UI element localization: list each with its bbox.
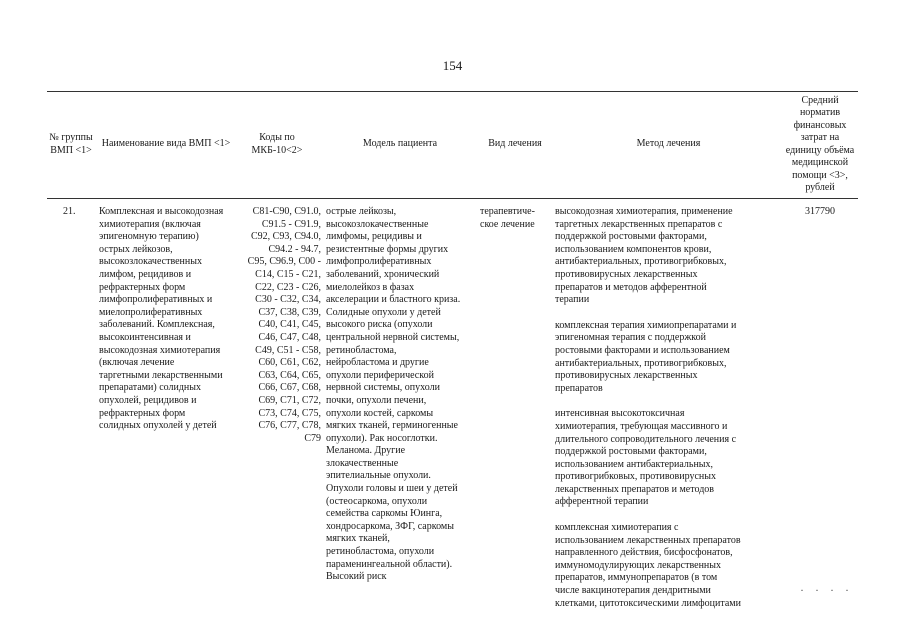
scan-artifact-dots: · · · · bbox=[800, 583, 853, 597]
text-line: терапии bbox=[555, 294, 590, 306]
text-line: клетками, цитотоксическими лимфоцитами bbox=[555, 597, 741, 609]
text-line: мягких тканей, bbox=[326, 533, 390, 545]
text-line: (включая лечение bbox=[99, 357, 175, 369]
text-line: иммуномодулирующих лекарственных bbox=[555, 559, 721, 571]
header-vmp-name: Наименование вида ВМП <1> bbox=[101, 138, 231, 150]
text-line: C49, C51 - C58, bbox=[255, 344, 321, 356]
text-line: лимфомы, рецидивы и bbox=[326, 231, 422, 243]
text-line: (остеосаркома, опухоли bbox=[326, 495, 428, 507]
text-line: афферентной терапии bbox=[555, 496, 649, 508]
text-line: ретинобластома, bbox=[326, 344, 397, 356]
text-line: C92, C93, C94.0, bbox=[250, 231, 321, 243]
text-line: противовирусных лекарственных bbox=[555, 268, 698, 280]
text-line: резистентные формы других bbox=[326, 243, 449, 255]
text-line: использованием антибактериальных, bbox=[555, 458, 714, 470]
text-line: заболеваний. Комплексная, bbox=[99, 319, 215, 331]
text-line: интенсивная высокотоксичная bbox=[555, 408, 685, 420]
text-line: химиотерапия, требующая массивного и bbox=[555, 420, 728, 432]
treatment-method-item bbox=[555, 206, 785, 307]
text-line: C60, C61, C62, bbox=[258, 357, 321, 369]
header-group-no: № группы ВМП <1> bbox=[49, 132, 93, 156]
text-line: таргетных лекарственных препаратов с bbox=[555, 218, 723, 230]
text-line: противовирусных лекарственных bbox=[555, 370, 698, 382]
header-treatment-type: Вид лечения bbox=[488, 138, 542, 150]
text-line: C79 bbox=[304, 432, 321, 444]
text-line: препаратов и методов афферентной bbox=[555, 281, 707, 293]
text-line: острых лейкозов, bbox=[99, 243, 173, 255]
text-line: противогрибковых, противовирусных bbox=[555, 471, 716, 483]
text-line: антибактериальных, противогрибковых, bbox=[555, 357, 727, 369]
text-line: направленного действия, бисфосфонатов, bbox=[555, 547, 733, 559]
text-line: C73, C74, C75, bbox=[258, 407, 321, 419]
text-line: высокозлокачественные bbox=[326, 218, 429, 230]
text-line: высокого риска (опухоли bbox=[326, 319, 433, 331]
text-line: почки, опухоли печени, bbox=[326, 394, 427, 406]
text-line: препаратами) солидных bbox=[99, 382, 202, 394]
text-line: поддержкой ростовыми факторами, bbox=[555, 231, 707, 243]
text-line: комплексная химиотерапия с bbox=[555, 522, 679, 534]
text-line: эпителиальные опухоли. bbox=[326, 470, 431, 482]
treatment-method-item bbox=[555, 320, 785, 396]
text-line: C37, C38, C39, bbox=[258, 306, 321, 318]
text-line: C95, C96.9, C00 - bbox=[247, 256, 321, 268]
text-line: рефрактерных форм bbox=[99, 407, 186, 419]
text-line: Опухоли головы и шеи у детей bbox=[326, 483, 458, 495]
text-line: центральной нервной системы, bbox=[326, 331, 460, 343]
text-line: солидных опухолей у детей bbox=[99, 420, 217, 432]
text-line: C81-C90, C91.0, bbox=[252, 206, 321, 217]
text-line: нейробластома и другие bbox=[326, 357, 429, 369]
header-patient-model: Модель пациента bbox=[362, 138, 438, 150]
text-line: C14, C15 - C21, bbox=[255, 268, 321, 280]
text-line: числе вакцинотерапия дендритными bbox=[555, 585, 711, 597]
text-line: Солидные опухоли у детей bbox=[326, 306, 441, 318]
text-line: препаратов, иммунопрепаратов (в том bbox=[555, 572, 718, 584]
text-line: лимфопролиферативных bbox=[326, 256, 432, 268]
text-line: C46, C47, C48, bbox=[258, 331, 321, 343]
text-line: Комплексная и высокодозная bbox=[99, 206, 224, 217]
text-line: опухоли периферической bbox=[326, 369, 434, 381]
text-line: использованием лекарственных препаратов bbox=[555, 534, 741, 546]
text-line: высокодозная химиотерапия bbox=[99, 344, 221, 356]
text-line: ростовыми факторами и использованием bbox=[555, 344, 730, 356]
text-line: C40, C41, C45, bbox=[258, 319, 321, 331]
text-line: опухоли костей, саркомы bbox=[326, 407, 434, 419]
text-line: лимфопролиферативных и bbox=[99, 294, 213, 306]
text-line: эпигеномную терапию) bbox=[99, 231, 199, 243]
text-line: рефрактерных форм bbox=[99, 281, 186, 293]
cell-treatment-type bbox=[480, 206, 552, 231]
text-line: лимфом, рецидивов и bbox=[99, 268, 192, 280]
text-line: C63, C64, C65, bbox=[258, 369, 321, 381]
text-line: семейства саркомы Юинга, bbox=[326, 508, 443, 520]
text-line: высокоинтенсивная и bbox=[99, 331, 191, 343]
text-line: поддержкой ростовыми факторами, bbox=[555, 446, 707, 458]
page-number: 154 bbox=[442, 58, 463, 73]
header-avg-cost: Средний норматив финансовых затрат на единицу объёма медицинской помощи <3>, рублей bbox=[785, 94, 855, 193]
text-line: миелолейкоз в фазах bbox=[326, 281, 415, 293]
text-line: C69, C71, C72, bbox=[258, 394, 321, 406]
header-icd-codes: Коды по МКБ-10<2> bbox=[251, 132, 303, 156]
cell-vmp-name bbox=[99, 206, 241, 433]
text-line: антибактериальных, противогрибковых, bbox=[555, 256, 727, 268]
cell-icd-codes bbox=[241, 206, 321, 445]
text-line: острые лейкозы, bbox=[326, 206, 397, 217]
text-line: мягких тканей, герминогенные bbox=[326, 420, 458, 432]
text-line: длительного сопроводительного лечения с bbox=[555, 433, 737, 445]
text-line: высокодозная химиотерапия, применение bbox=[555, 206, 733, 217]
text-line: высокозлокачественных bbox=[99, 256, 202, 268]
text-line: акселерации и бластного криза. bbox=[326, 294, 461, 306]
text-line: параменингеальной области). bbox=[326, 558, 453, 570]
text-line: ретинобластома, опухоли bbox=[326, 546, 435, 558]
text-line: химиотерапия (включая bbox=[99, 218, 201, 230]
text-line: нервной системы, опухоли bbox=[326, 382, 440, 394]
text-line: Высокий риск bbox=[326, 571, 387, 583]
text-line: злокачественные bbox=[326, 457, 399, 469]
text-line: C94.2 - 94.7, bbox=[268, 243, 321, 255]
header-treatment-method: Метод лечения bbox=[636, 138, 701, 150]
text-line: эпигеномная терапия с поддержкой bbox=[555, 332, 706, 344]
text-line: C91.5 - C91.9, bbox=[261, 218, 321, 230]
text-line: C30 - C32, C34, bbox=[255, 294, 321, 306]
cell-patient-model bbox=[326, 206, 478, 584]
header-bottom-border bbox=[47, 198, 858, 199]
text-line: опухолей, рецидивов и bbox=[99, 394, 197, 406]
text-line: препаратов bbox=[555, 382, 603, 394]
text-line: ское лечение bbox=[480, 218, 535, 230]
text-line: C66, C67, C68, bbox=[258, 382, 321, 394]
cell-group-no: 21. bbox=[63, 206, 76, 217]
text-line: комплексная терапия химиопрепаратами и bbox=[555, 319, 737, 331]
text-line: Меланома. Другие bbox=[326, 445, 406, 457]
text-line: использованием компонентов крови, bbox=[555, 243, 712, 255]
treatment-method-item bbox=[555, 408, 785, 509]
text-line: терапевтиче- bbox=[480, 206, 535, 217]
text-line: миелопролиферативных bbox=[99, 306, 203, 318]
text-line: опухоли). Рак носоглотки. bbox=[326, 432, 438, 444]
treatment-method-item bbox=[555, 522, 785, 610]
text-line: хондросаркома, ЗФГ, саркомы bbox=[326, 520, 454, 532]
cell-avg-cost: 317790 bbox=[805, 206, 835, 217]
cell-treatment-method bbox=[555, 206, 785, 623]
text-line: таргетными лекарственными bbox=[99, 369, 223, 381]
text-line: заболеваний, хронический bbox=[326, 268, 440, 280]
text-line: лекарственных препаратов и методов bbox=[555, 483, 715, 495]
text-line: C22, C23 - C26, bbox=[255, 281, 321, 293]
text-line: C76, C77, C78, bbox=[258, 420, 321, 432]
